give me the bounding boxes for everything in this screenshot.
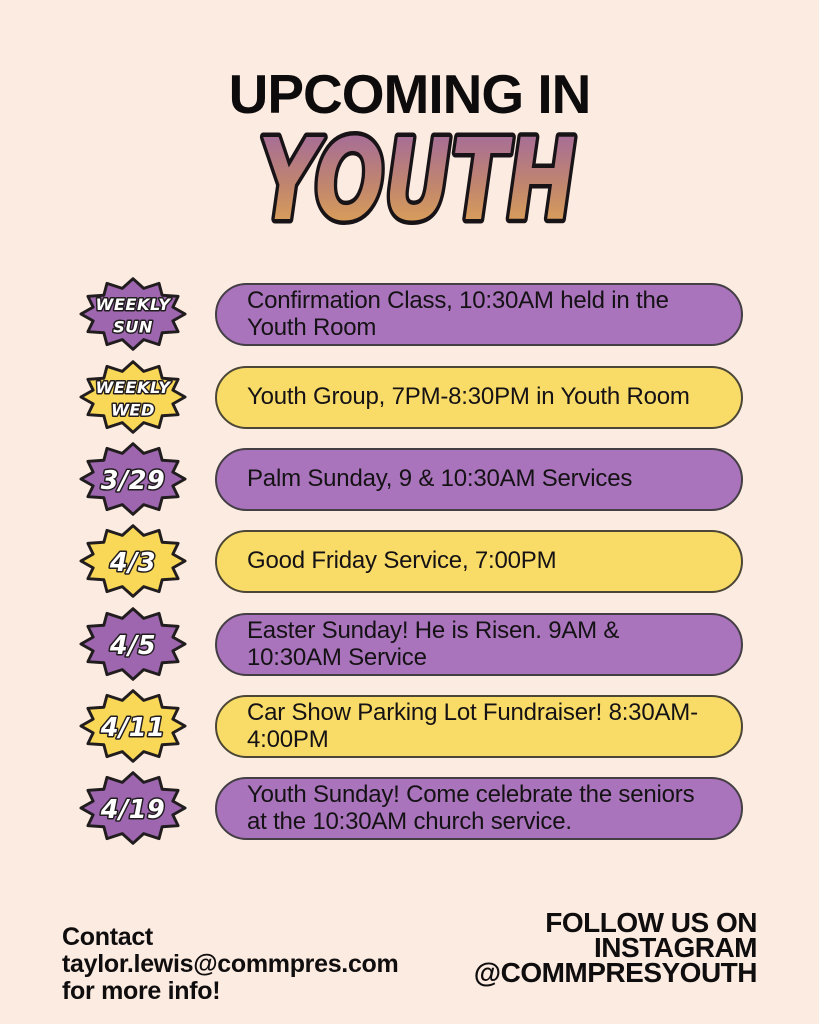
starburst-badge (79, 523, 187, 599)
event-row (0, 695, 819, 758)
contact-block (62, 924, 398, 1005)
instagram-handle: @COMMPRESYOUTH (473, 957, 757, 988)
badge-date: 4/5 (109, 630, 157, 661)
event-text: Easter Sunday! He is Risen. 9AM & 10:30AM Service (247, 617, 620, 671)
event-pill (215, 530, 743, 593)
event-text: Youth Group, 7PM-8:30PM in Youth Room (247, 383, 690, 411)
event-pill (215, 448, 743, 511)
contact-email: taylor.lewis@commpres.com (62, 950, 399, 978)
starburst-badge (79, 359, 187, 435)
poster-title: UPCOMING IN (228, 63, 591, 125)
youth-wordmark-text: YOUTH (258, 116, 576, 246)
starburst-badge (79, 688, 187, 764)
badge-date: 4/19 (100, 794, 166, 825)
event-row (0, 777, 819, 840)
badge-line-2: SUN (113, 317, 153, 337)
contact-line-3: for more info! (62, 977, 221, 1005)
event-pill (215, 695, 743, 758)
event-text: Car Show Parking Lot Fundraiser! 8:30AM-4:00PM (247, 699, 698, 753)
badge-date: 3/29 (100, 465, 166, 496)
contact-line-1: Contact (62, 923, 153, 951)
event-row (0, 448, 819, 511)
badge-line-1: WEEKLY (95, 295, 171, 315)
social-line-2: INSTAGRAM (594, 932, 757, 963)
social-line-1: FOLLOW US ON (545, 907, 757, 938)
badge-date: 4/11 (100, 712, 166, 743)
badge-date: 4/3 (109, 547, 157, 578)
event-pill (215, 777, 743, 840)
event-row (0, 283, 819, 346)
event-text: Palm Sunday, 9 & 10:30AM Services (247, 465, 633, 493)
starburst-badge (79, 441, 187, 517)
social-block (473, 907, 757, 988)
event-pill (215, 283, 743, 346)
badge-line-1: WEEKLY (95, 378, 171, 398)
starburst-badge (79, 276, 187, 352)
event-text: Good Friday Service, 7:00PM (247, 547, 557, 575)
event-text: Youth Sunday! Come celebrate the seniors at the 10:30AM church service. (247, 781, 695, 835)
event-pill (215, 613, 743, 676)
event-row (0, 613, 819, 676)
starburst-badge (79, 770, 187, 846)
badge-line-2: WED (111, 400, 155, 420)
event-text: Confirmation Class, 10:30AM held in the Youth Room (247, 287, 669, 341)
starburst-badge (79, 606, 187, 682)
event-row (0, 366, 819, 429)
event-pill (215, 366, 743, 429)
event-row (0, 530, 819, 593)
youth-wordmark (237, 116, 597, 246)
